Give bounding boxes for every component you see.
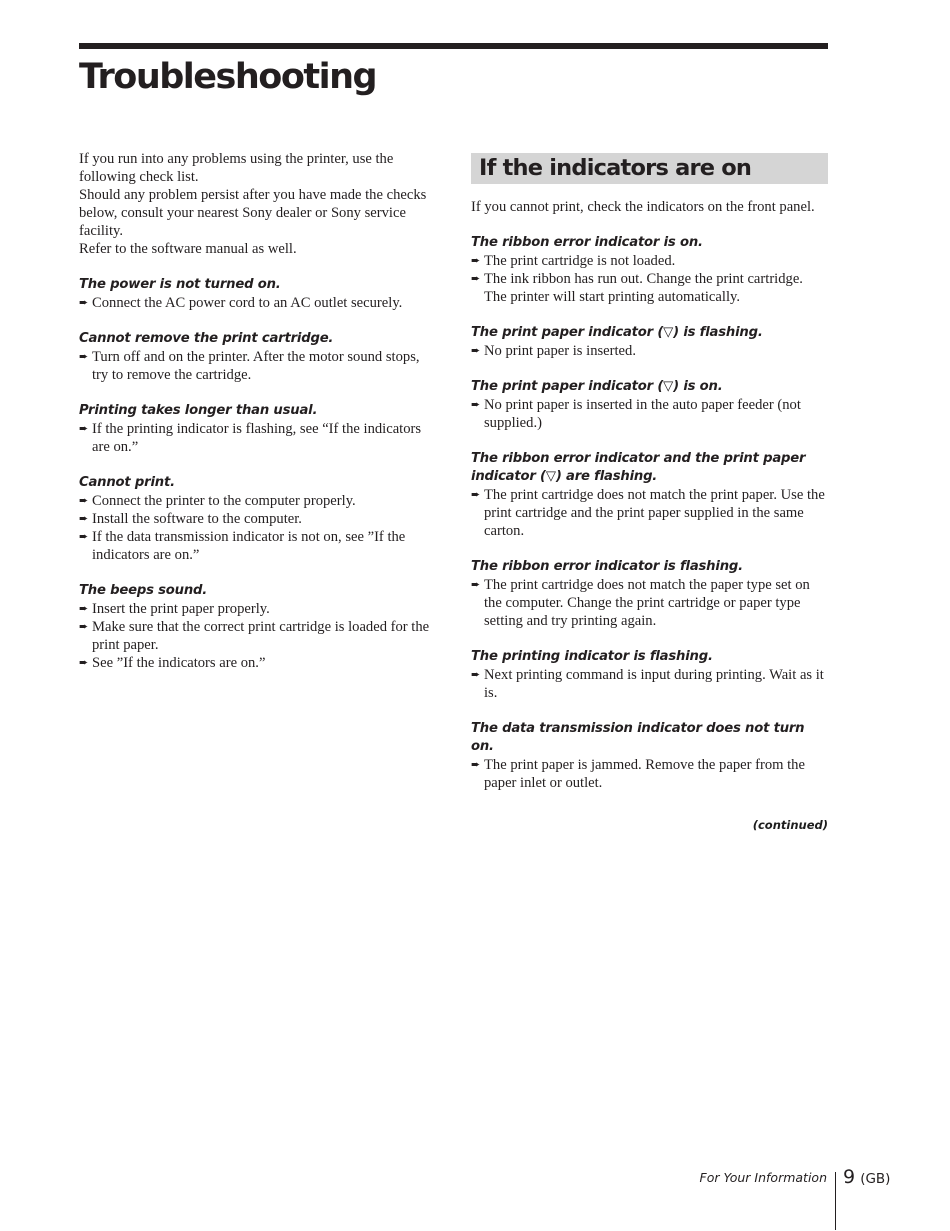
arrow-right-icon: ➨ xyxy=(79,512,89,525)
bullet-item: ➨ Make sure that the correct print cartridge is loaded for the print paper. xyxy=(79,619,430,653)
arrow-right-icon: ➨ xyxy=(471,254,481,267)
arrow-right-icon: ➨ xyxy=(471,578,481,591)
section-cannot-print xyxy=(79,474,435,564)
arrow-right-icon: ➨ xyxy=(471,272,481,285)
section-heading: The ribbon error indicator is flashing. xyxy=(471,559,743,574)
arrow-right-icon: ➨ xyxy=(79,530,89,543)
section-slow xyxy=(79,402,435,456)
indicators-intro: If you cannot print, check the indicators on the front panel. xyxy=(471,199,815,215)
arrow-right-icon: ➨ xyxy=(79,350,89,363)
bullet-item: ➨ The print cartridge does not match the print paper. Use the print cartridge and the print paper supplied in the same carton. xyxy=(471,487,825,539)
bullet-item: ➨ No print paper is inserted. xyxy=(471,343,636,359)
arrow-right-icon: ➨ xyxy=(471,398,481,411)
section-paper-flashing xyxy=(471,324,828,360)
intro-paragraph: If you run into any problems using the printer, use the following check list. xyxy=(79,151,394,185)
arrow-right-icon: ➨ xyxy=(79,656,89,669)
page-number-value: 9 xyxy=(843,1166,856,1188)
bullet-item: ➨ If the data transmission indicator is not on, see ”If the indicators are on.” xyxy=(79,529,406,563)
bullet-item: ➨ Install the software to the computer. xyxy=(79,511,302,527)
section-cartridge xyxy=(79,330,435,384)
section-heading: The printing indicator is flashing. xyxy=(471,649,713,664)
section-beeps xyxy=(79,582,435,672)
section-ribbon-on xyxy=(471,234,828,306)
section-heading: Printing takes longer than usual. xyxy=(79,403,318,418)
section-heading: The ribbon error indicator and the print paper indicator (▽) are flashing. xyxy=(471,451,806,484)
arrow-right-icon: ➨ xyxy=(79,602,89,615)
section-heading: The print paper indicator (▽) is flashing. xyxy=(471,325,763,340)
arrow-right-icon: ➨ xyxy=(79,296,89,309)
bullet-item: ➨ Connect the printer to the computer properly. xyxy=(79,493,356,509)
section-heading: The power is not turned on. xyxy=(79,277,281,292)
arrow-right-icon: ➨ xyxy=(471,344,481,357)
page-title: Troubleshooting xyxy=(79,57,377,97)
bullet-item: ➨ The ink ribbon has run out. Change the print cartridge. The printer will start printing automatically. xyxy=(471,271,803,305)
footer-divider xyxy=(835,1172,836,1230)
section-heading: The beeps sound. xyxy=(79,583,208,598)
section-printing-flashing xyxy=(471,648,828,702)
arrow-right-icon: ➨ xyxy=(471,758,481,771)
page-number xyxy=(843,1166,890,1188)
bullet-item: ➨ If the printing indicator is flashing, see “If the indicators are on.” xyxy=(79,421,422,455)
right-column xyxy=(471,153,828,832)
section-heading: The data transmission indicator does not turn on. xyxy=(471,721,805,754)
bullet-item: ➨ No print paper is inserted in the auto paper feeder (not supplied.) xyxy=(471,397,801,431)
bullet-item: ➨ The print cartridge does not match the paper type set on the computer. Change the print cartridge or paper type setting and try printing again. xyxy=(471,577,810,629)
arrow-right-icon: ➨ xyxy=(471,668,481,681)
section-heading: Cannot remove the print cartridge. xyxy=(79,331,334,346)
continued-label: (continued) xyxy=(752,818,828,832)
bullet-item: ➨ Connect the AC power cord to an AC outlet securely. xyxy=(79,295,403,311)
section-heading: Cannot print. xyxy=(79,475,175,490)
bullet-item: ➨ The print paper is jammed. Remove the paper from the paper inlet or outlet. xyxy=(471,757,805,791)
section-heading: The print paper indicator (▽) is on. xyxy=(471,379,723,394)
bullet-item: ➨ Next printing command is input during printing. Wait as it is. xyxy=(471,667,824,701)
arrow-right-icon: ➨ xyxy=(79,620,89,633)
intro-paragraph: Should any problem persist after you have made the checks below, consult your nearest Sony dealer or Sony service facility. xyxy=(79,187,427,239)
footer-section-label: For Your Information xyxy=(699,1170,827,1185)
top-rule xyxy=(79,43,828,49)
arrow-right-icon: ➨ xyxy=(79,422,89,435)
section-heading: The ribbon error indicator is on. xyxy=(471,235,703,250)
section-data-off xyxy=(471,720,828,792)
section-both-flashing xyxy=(471,450,828,540)
intro-text xyxy=(79,150,435,258)
bullet-item: ➨ Turn off and on the printer. After the motor sound stops, try to remove the cartridge. xyxy=(79,349,420,383)
intro-paragraph: Refer to the software manual as well. xyxy=(79,241,297,257)
bullet-item: ➨ See ”If the indicators are on.” xyxy=(79,655,266,671)
section-ribbon-flashing xyxy=(471,558,828,630)
section-paper-on xyxy=(471,378,828,432)
page-number-suffix: (GB) xyxy=(860,1171,891,1187)
bullet-item: ➨ Insert the print paper properly. xyxy=(79,601,270,617)
left-column xyxy=(79,150,435,672)
arrow-right-icon: ➨ xyxy=(471,488,481,501)
indicators-heading: If the indicators are on xyxy=(471,153,828,184)
section-power xyxy=(79,276,435,312)
arrow-right-icon: ➨ xyxy=(79,494,89,507)
bullet-item: ➨ The print cartridge is not loaded. xyxy=(471,253,676,269)
